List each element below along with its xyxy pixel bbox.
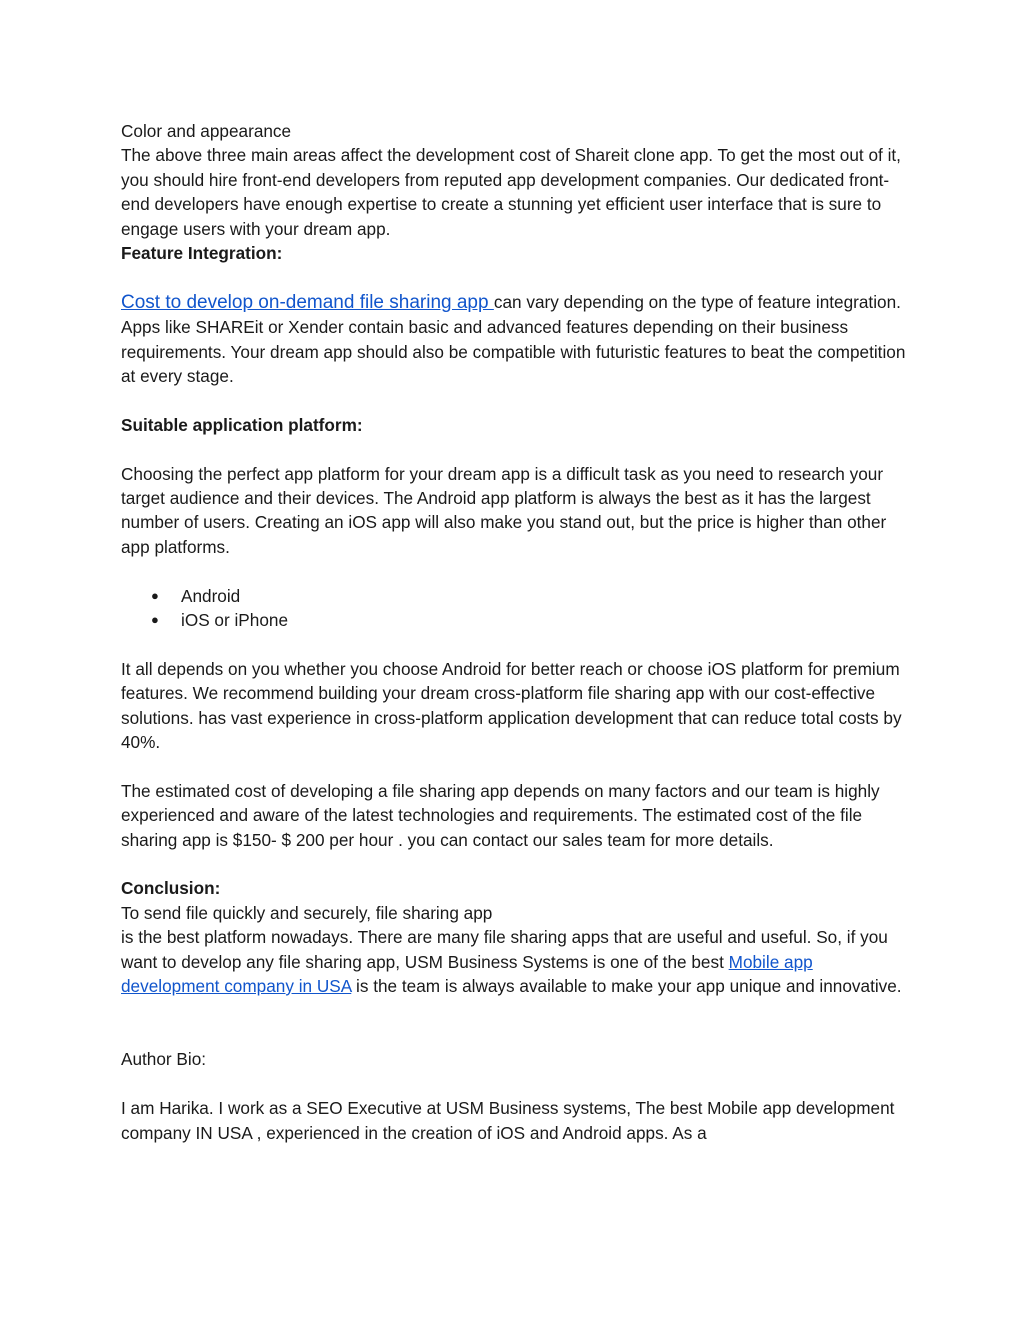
list-item-label: iOS or iPhone: [181, 610, 289, 631]
intro-paragraph: The above three main areas affect the development cost of Shareit clone app. To get the most out of it, you should hire front-end developers from reputed app development companies. Our dedicated front-end developers have enough expertise to create a stunning yet efficient user interface that is sure to engage users with your dream app.: [121, 145, 901, 239]
spacer: [121, 999, 911, 1048]
spacer: [121, 437, 911, 461]
platform-heading: Suitable application platform:: [121, 414, 363, 435]
spacer: [121, 1072, 911, 1096]
author-bio-heading: Author Bio:: [121, 1049, 207, 1070]
list-item: [151, 608, 911, 632]
spacer: [121, 265, 911, 289]
author-bio-paragraph: I am Harika. I work as a SEO Executive at USM Business systems, The best Mobile app development company IN USA , experienced in the creation of iOS and Android apps. As a: [121, 1098, 895, 1143]
conclusion-text: is the best platform nowadays. There are many file sharing apps that are useful and useful. So, if you want to develop any file sharing app, USM Business Systems is one of the best: [121, 927, 888, 972]
platform-paragraph: Choosing the perfect app platform for your dream app is a difficult task as you need to research your target audience and their devices. The Android app platform is always the best as it has the largest number of users. Creating an iOS app will also make you stand out, but the price is higher than other app platforms.: [121, 463, 887, 557]
spacer: [121, 754, 911, 778]
feature-paragraph: [121, 290, 911, 389]
color-appearance-line: Color and appearance: [121, 121, 292, 141]
bullet-icon: ●: [151, 612, 159, 628]
bullet-icon: ●: [151, 587, 159, 603]
list-item: [151, 584, 911, 608]
feature-integration-heading: Feature Integration:: [121, 243, 283, 264]
cost-to-develop-link[interactable]: Cost to develop on-demand file sharing app: [121, 291, 494, 313]
conclusion-text-end: is the team is always available to make your app unique and innovative.: [351, 976, 902, 997]
document-page: [121, 119, 911, 1145]
spacer: [121, 632, 911, 656]
spacer: [121, 852, 911, 876]
depends-paragraph: It all depends on you whether you choose Android for better reach or choose iOS platform for premium features. We recommend building your dream cross-platform file sharing app with our cost-effective solutions. has vast experience in cross-platform application development that can reduce total costs by 40%.: [121, 658, 902, 753]
spacer: [121, 559, 911, 583]
spacer: [121, 388, 911, 412]
platform-list: [121, 584, 911, 633]
list-item-label: Android: [181, 585, 241, 606]
conclusion-heading: Conclusion:: [121, 878, 221, 899]
mobile-app-company-link[interactable]: Mobile app development company in USA: [121, 951, 813, 997]
cost-paragraph: The estimated cost of developing a file sharing app depends on many factors and our team is highly experienced and aware of the latest technologies and requirements. The estimated cost of the file sharing app is $150- $ 200 per hour . you can contact our sales team for more details.: [121, 780, 880, 850]
feature-paragraph-text: can vary depending on the type of feature integration. Apps like SHAREit or Xender contain basic and advanced features depending on their business requirements. Your dream app should also be compatible with futuristic features to beat the competition at every stage.: [121, 291, 906, 387]
conclusion-paragraph: [121, 925, 911, 998]
conclusion-line: To send file quickly and securely, file sharing app: [121, 902, 493, 923]
